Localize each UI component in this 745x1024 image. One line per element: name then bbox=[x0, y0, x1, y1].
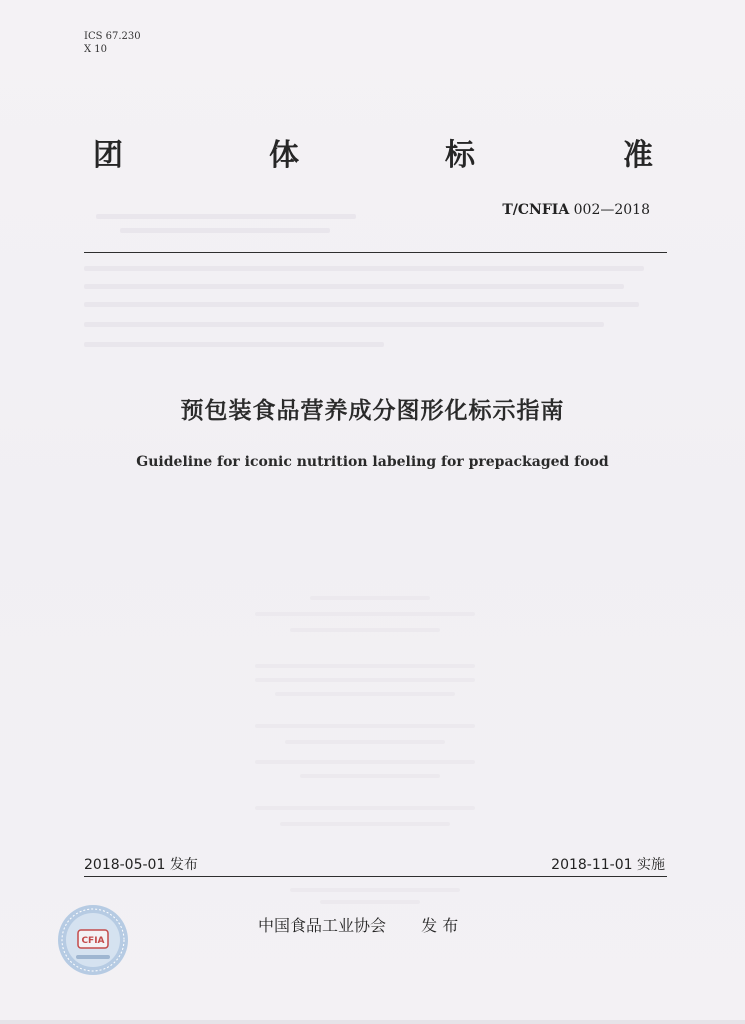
issue-date-value: 2018-05-01 bbox=[84, 857, 166, 873]
bleed-through-shadow bbox=[255, 678, 475, 682]
bleed-through-shadow bbox=[84, 284, 624, 289]
issue-date-label: 发布 bbox=[169, 857, 198, 873]
publisher-verb: 发 布 bbox=[421, 916, 459, 935]
standard-number-value: 002—2018 bbox=[573, 202, 650, 218]
bleed-through-shadow bbox=[310, 596, 430, 600]
bleed-through-shadow bbox=[320, 900, 420, 904]
bleed-through-shadow bbox=[120, 228, 330, 233]
top-divider bbox=[84, 252, 667, 253]
standard-type-char-4: 准 bbox=[623, 138, 653, 173]
bleed-through-shadow bbox=[84, 322, 604, 327]
bleed-through-shadow bbox=[290, 888, 460, 892]
ics-line-2: X 10 bbox=[84, 44, 108, 55]
bottom-divider bbox=[84, 876, 667, 877]
standard-type-char-2: 体 bbox=[269, 138, 299, 173]
bleed-through-shadow bbox=[84, 342, 384, 347]
issue-date bbox=[84, 854, 198, 874]
implementation-date-label: 实施 bbox=[637, 857, 665, 873]
bleed-through-shadow bbox=[300, 774, 440, 778]
bleed-through-shadow bbox=[275, 692, 455, 696]
publisher-name: 中国食品工业协会 bbox=[258, 916, 387, 935]
implementation-date bbox=[551, 854, 665, 874]
bleed-through-shadow bbox=[255, 760, 475, 764]
seal-label: CFIA bbox=[81, 936, 105, 946]
bleed-through-shadow bbox=[84, 266, 644, 271]
implementation-date-value: 2018-11-01 bbox=[551, 857, 633, 873]
anti-counterfeit-seal-icon bbox=[56, 903, 130, 977]
seal-text-band bbox=[76, 955, 110, 959]
bleed-through-shadow bbox=[84, 302, 639, 307]
document-title-zh: 预包装食品营养成分图形化标示指南 bbox=[180, 398, 565, 424]
bleed-through-shadow bbox=[285, 740, 445, 744]
standard-type-heading bbox=[93, 134, 663, 178]
publisher-line bbox=[258, 913, 458, 936]
bleed-through-shadow bbox=[255, 724, 475, 728]
scan-bottom-edge bbox=[0, 1020, 745, 1024]
bleed-through-shadow bbox=[280, 822, 450, 826]
bleed-through-shadow bbox=[255, 612, 475, 616]
bleed-through-shadow bbox=[290, 628, 440, 632]
standard-code: T/CNFIA bbox=[502, 202, 570, 218]
bleed-through-shadow bbox=[96, 214, 356, 219]
standard-type-char-1: 团 bbox=[93, 138, 123, 173]
ics-classification bbox=[84, 30, 141, 56]
bleed-through-shadow bbox=[255, 664, 475, 668]
standard-number bbox=[502, 202, 650, 218]
ics-line-1: ICS 67.230 bbox=[84, 31, 141, 42]
standard-type-char-3: 标 bbox=[445, 138, 475, 173]
document-title-en: Guideline for iconic nutrition labeling for prepackaged food bbox=[136, 454, 609, 470]
bleed-through-shadow bbox=[255, 806, 475, 810]
